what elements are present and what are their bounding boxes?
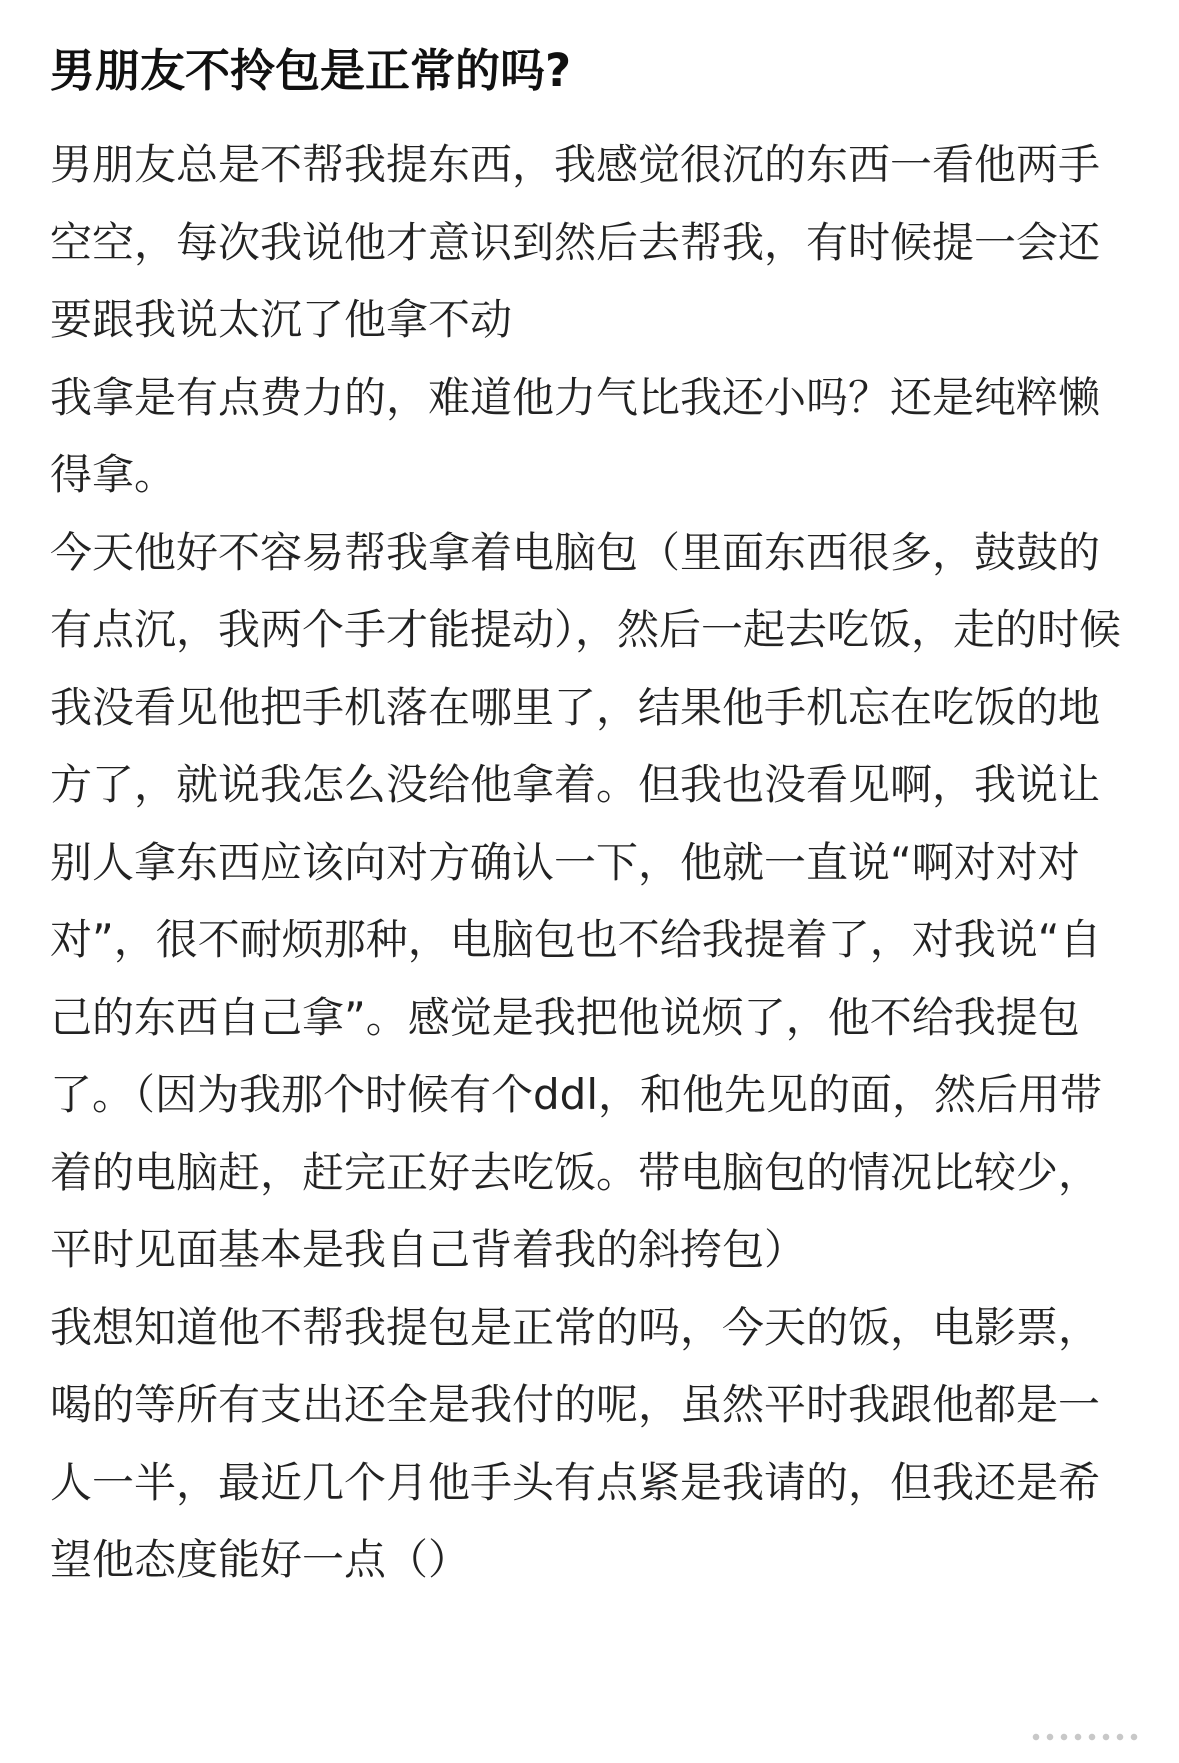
- truncation-fade: [930, 1710, 1179, 1763]
- post-content: [50, 36, 1140, 1599]
- paragraph: 男朋友总是不帮我提东西，我感觉很沉的东西一看他两手空空，每次我说他才意识到然后去帮我，有时候提一会还要跟我说太沉了他拿不动: [50, 140, 1101, 344]
- paragraph: 我想知道他不帮我提包是正常的吗，今天的饭，电影票，喝的等所有支出还全是我付的呢，虽然平时我跟他都是一人一半，最近几个月他手头有点紧是我请的，但我还是希望他态度能好一点（）: [50, 1302, 1101, 1584]
- paragraph: 我拿是有点费力的，难道他力气比我还小吗？还是纯粹懒得拿。: [50, 372, 1101, 499]
- ellipsis-icon: [1029, 1733, 1139, 1741]
- post-title: 男朋友不拎包是正常的吗?: [50, 44, 572, 97]
- post-body: [50, 126, 1140, 1599]
- paragraph: 今天他好不容易帮我拿着电脑包（里面东西很多，鼓鼓的有点沉，我两个手才能提动），然后一起去吃饭，走的时候我没看见他把手机落在哪里了，结果他手机忘在吃饭的地方了，就说我怎么没给他拿着。但我也没看见啊，我说让别人拿东西应该向对方确认一下，他就一直说“啊对对对对”，很不耐烦那种，电脑包也不给我提着了，对我说“自己的东西自己拿”。感觉是我把他说烦了，他不给我提包了。（因为我那个时候有个ddl，和他先见的面，然后用带着的电脑赶，赶完正好去吃饭。带电脑包的情况比较少，平时见面基本是我自己背着我的斜挎包）: [50, 527, 1122, 1274]
